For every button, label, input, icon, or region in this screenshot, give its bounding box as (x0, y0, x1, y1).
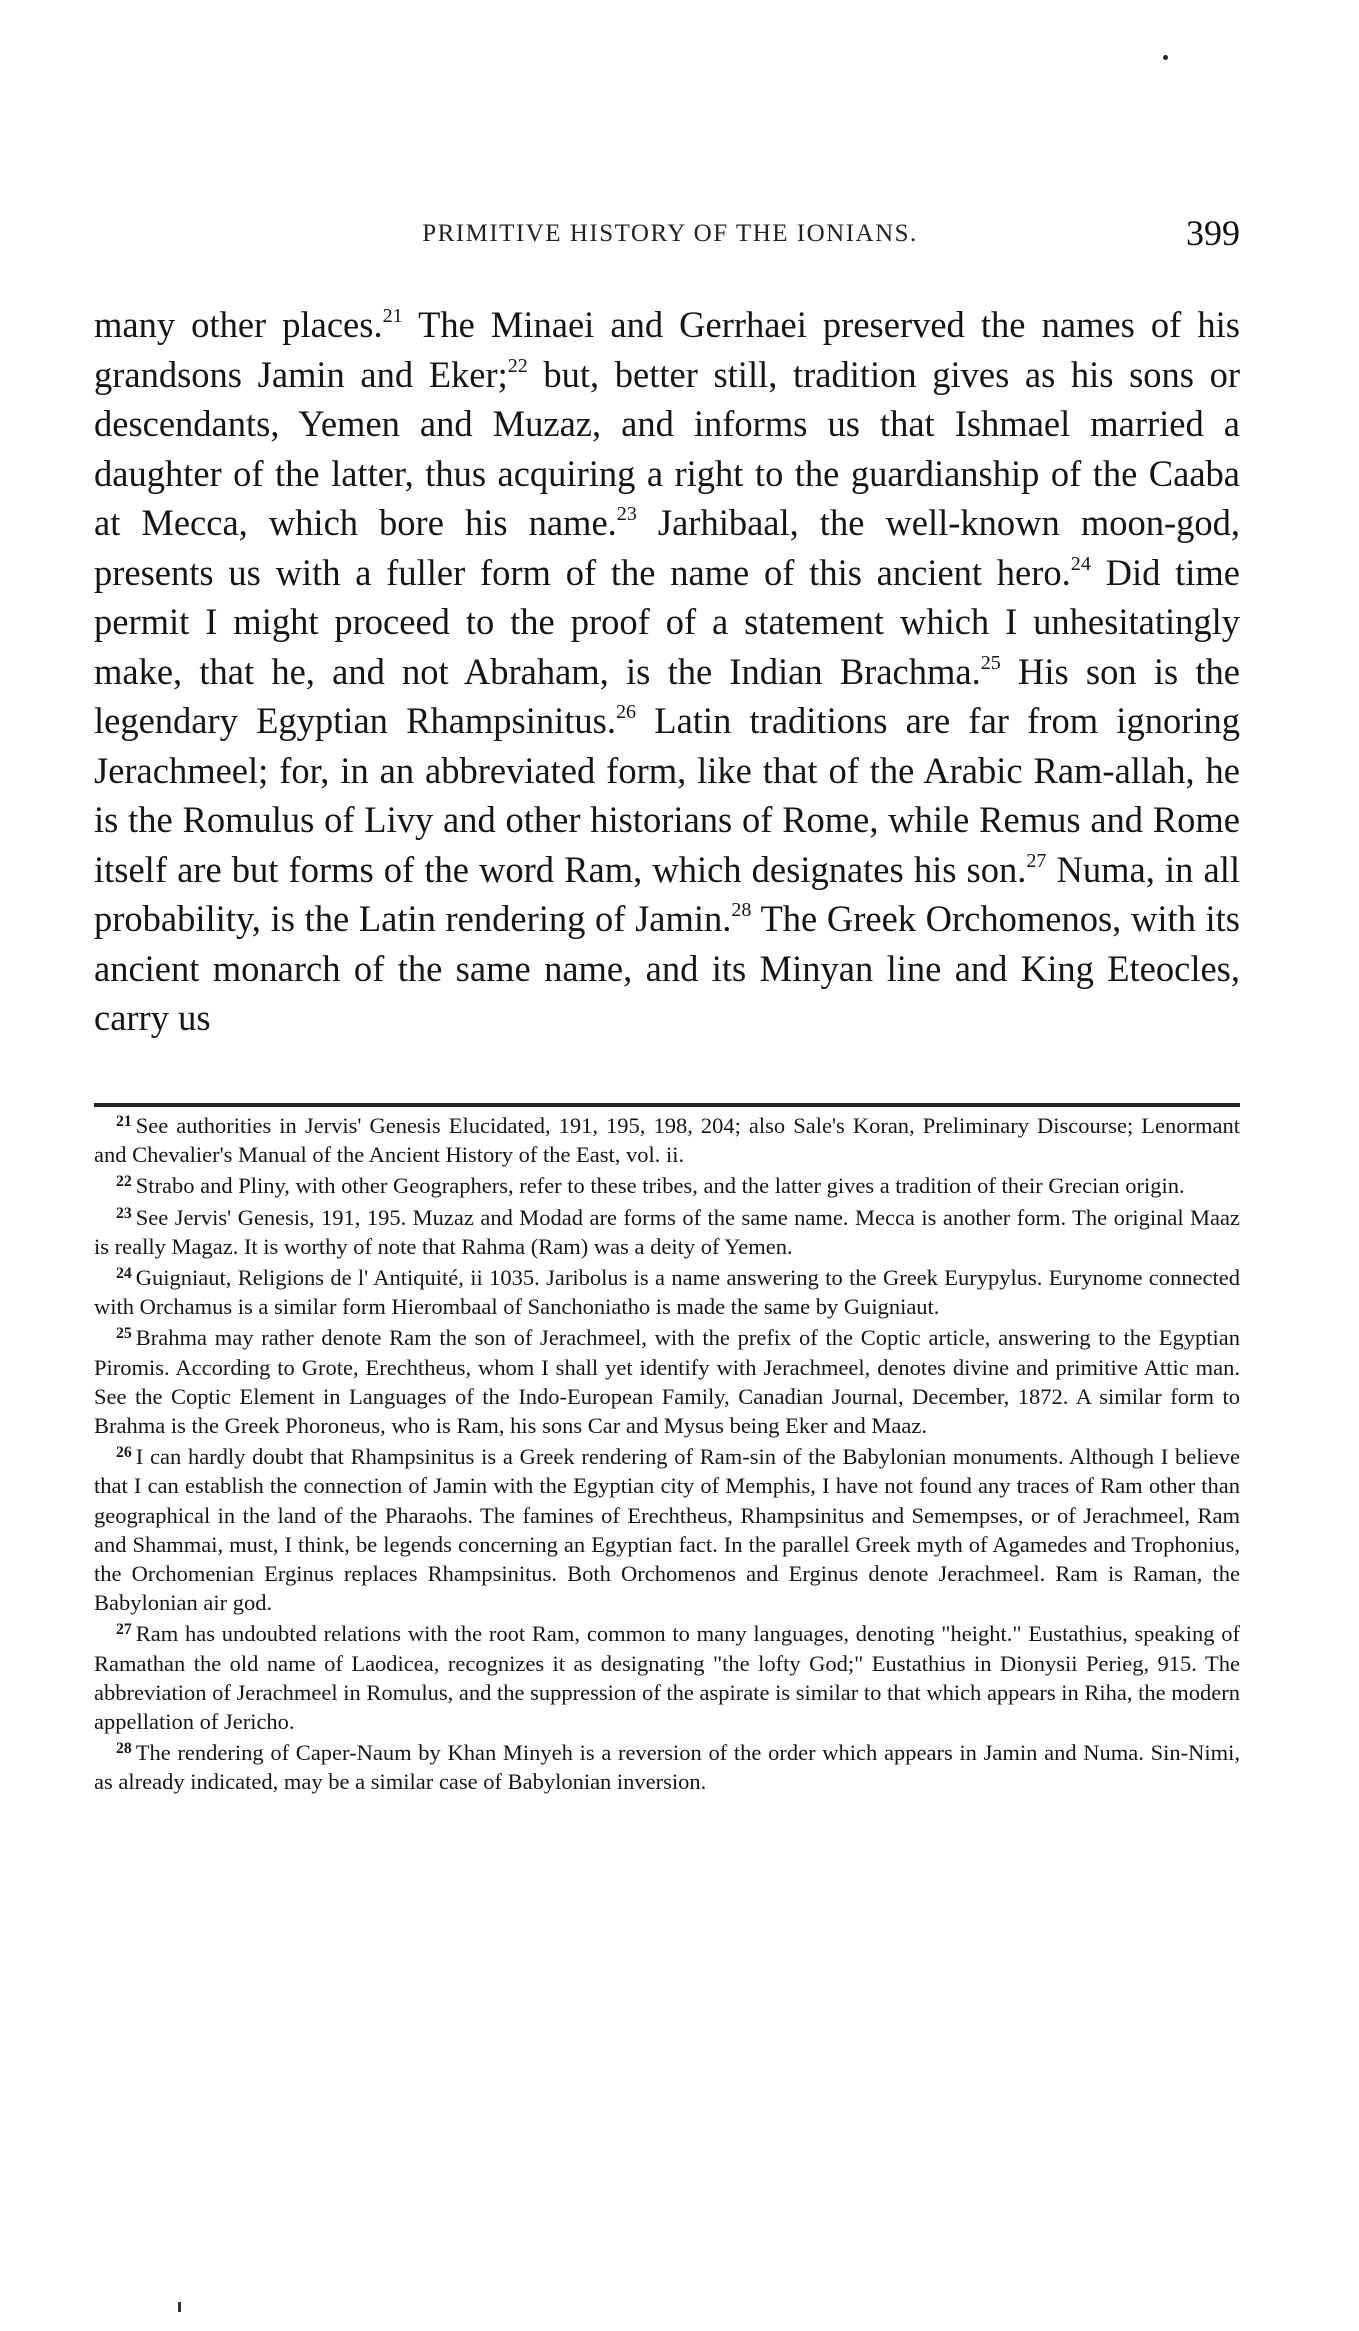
body-text-run: but, better still, tradition gives as his sons or descendants, Yemen and Muzaz, and informs us that Ishmael married a daughter of the latter, thus acquiring a right to the guardianship of the Caaba at Mecca, which bore his name. (94, 353, 1240, 543)
body-text-run: many other places. (94, 304, 383, 345)
footnote-ref: 25 (980, 651, 1001, 674)
footnote-number: 27 (116, 1621, 132, 1639)
footnote-number: 26 (116, 1444, 132, 1462)
footnote (94, 1738, 1240, 1796)
footnote-text: Guigniaut, Religions de l' Antiquité, ii 1035. Jaribolus is a name answering to the Greek Eurypylus. Eurynome connected with Orchamus is a similar form Hierombaal of Sanchoniatho is made the same by Guigniaut. (94, 1265, 1240, 1320)
footnote-rule (94, 1103, 1240, 1107)
footnote (94, 1619, 1240, 1736)
footnote (94, 1323, 1240, 1440)
footnote (94, 1111, 1240, 1169)
footnote (94, 1263, 1240, 1321)
footnote-number: 24 (116, 1264, 132, 1282)
footnote-number: 22 (116, 1173, 132, 1191)
footnote-number: 25 (116, 1325, 132, 1343)
footnote-text: See authorities in Jervis' Genesis Elucidated, 191, 195, 198, 204; also Sale's Koran, Preliminary Discourse; Lenormant and Chevalier's Manual of the Ancient History of the East, vol. ii. (94, 1113, 1240, 1168)
footnote-number: 28 (116, 1740, 132, 1758)
page-number: 399 (1186, 213, 1240, 253)
footnote (94, 1203, 1240, 1261)
footnote-text: I can hardly doubt that Rhampsinitus is a Greek rendering of Ram-sin of the Babylonian monuments. Although I believe that I can establish the connection of Jamin with the Egyptian city of Memphis, I have not found any traces of Ram other than geographical in the land of the Pharaohs. The famines of Erechtheus, Rhampsinitus and Semempses, or of Jerachmeel, Ram and Shammai, must, I think, be legends concerning an Egyptian fact. In the parallel Greek myth of Agamedes and Trophonius, the Orchomenian Erginus replaces Rhampsinitus. Both Orchomenos and Erginus denote Jerachmeel. Ram is Raman, the Babylonian air god. (94, 1444, 1240, 1616)
footnote-ref: 22 (507, 354, 528, 377)
body-paragraph (94, 300, 1240, 1043)
footnote-ref: 28 (731, 898, 752, 921)
footnote-text: Ram has undoubted relations with the root Ram, common to many languages, denoting "height." Eustathius, speaking of Ramathan the old name of Laodicea, recognizes it as designating "the lofty God;" Eustathius in Dionysii Perieg, 915. The abbreviation of Jerachmeel in Romulus, and the suppression of the aspirate is similar to that which appears in Riha, the modern appellation of Jericho. (94, 1621, 1240, 1735)
footnote-ref: 21 (382, 304, 403, 327)
stray-dot (1163, 55, 1168, 60)
body-text-run: Numa, in all probability, is the Latin rendering of Jamin. (94, 848, 1240, 939)
body-text-run: His son is the legendary Egyptian Rhampsinitus. (94, 650, 1240, 741)
footnote-number: 23 (116, 1204, 132, 1222)
footnote-ref: 24 (1070, 552, 1091, 575)
footnote-ref: 26 (616, 700, 637, 723)
page-title: PRIMITIVE HISTORY OF THE IONIANS. (422, 220, 918, 247)
body-text-run: The Greek Orchomenos, with its ancient monarch of the same name, and its Minyan line and King Eteocles, carry us (94, 898, 1240, 1038)
footnote (94, 1442, 1240, 1617)
footnote-text: Brahma may rather denote Ram the son of Jerachmeel, with the prefix of the Coptic article, answering to the Egyptian Piromis. According to Grote, Erechtheus, whom I shall yet identify with Jerachmeel, denotes divine and primitive Attic man. See the Coptic Element in Languages of the Indo-European Family, Canadian Journal, December, 1872. A similar form to Brahma is the Greek Phoroneus, who is Ram, his sons Car and Mysus being Eker and Maaz. (94, 1325, 1240, 1439)
body-text-run: Jarhibaal, the well-known moon-god, presents us with a fuller form of the name of this ancient hero. (94, 502, 1241, 593)
body-text-run: Latin traditions are far from ignoring Jerachmeel; for, in an abbreviated form, like that of the Arabic Ram-allah, he is the Romulus of Livy and other historians of Rome, while Remus and Rome itself are but forms of the word Ram, which designates his son. (94, 700, 1240, 890)
footnote-text: The rendering of Caper-Naum by Khan Minyeh is a reversion of the order which appears in Jamin and Numa. Sin-Nimi, as already indicated, may be a similar case of Babylonian inversion. (94, 1740, 1240, 1795)
running-head (94, 213, 1246, 264)
footnotes (94, 1111, 1240, 1799)
footnote-ref: 23 (616, 502, 637, 525)
footnote-ref: 27 (1026, 849, 1047, 872)
footnote-text: Strabo and Pliny, with other Geographers, refer to these tribes, and the latter gives a tradition of their Grecian origin. (135, 1173, 1185, 1199)
footnote-text: See Jervis' Genesis, 191, 195. Muzaz and Modad are forms of the same name. Mecca is another form. The original Maaz is really Magaz. It is worthy of note that Rahma (Ram) was a deity of Yemen. (94, 1204, 1240, 1259)
body-text-run: The Minaei and Gerrhaei preserved the names of his grandsons Jamin and Eker; (94, 304, 1240, 395)
footnote-number: 21 (116, 1112, 132, 1130)
body-text-run: Did time permit I might proceed to the proof of a statement which I unhesitatingly make, that he, and not Abraham, is the Indian Brachma. (94, 551, 1241, 692)
stray-mark (178, 2302, 181, 2312)
footnote (94, 1171, 1240, 1200)
